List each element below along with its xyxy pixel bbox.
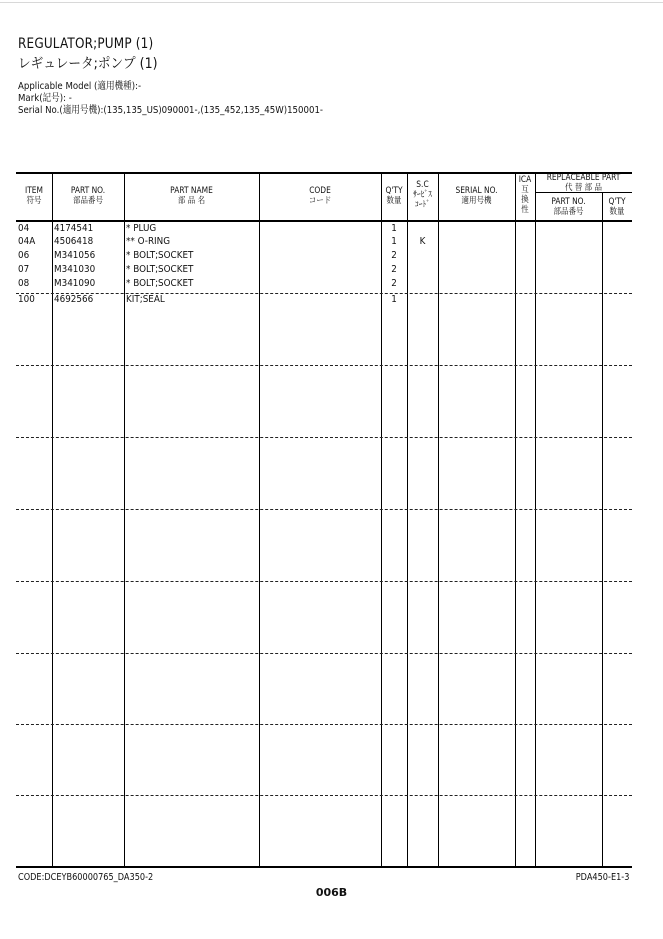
part-name-cell: KIT;SEAL xyxy=(126,294,165,305)
qty-cell: 1 xyxy=(391,223,397,234)
header-qty: Q'TY 数量 xyxy=(385,186,403,206)
page-number: 006B xyxy=(315,886,348,899)
header-serial-no: SERIAL NO. 適用号機 xyxy=(455,186,498,206)
header-part-name: PART NAME 部 品 名 xyxy=(170,186,213,206)
part-name-cell: * BOLT;SOCKET xyxy=(126,250,194,261)
qty-cell: 2 xyxy=(391,264,397,275)
part-no-cell: M341056 xyxy=(54,250,96,261)
header-service-code: S.C ｻｰﾋﾞｽ ｺｰﾄﾞ xyxy=(413,180,432,210)
qty-cell: 2 xyxy=(391,250,397,261)
part-no-cell: 4506418 xyxy=(54,236,94,247)
mark-field: Mark(記号): - xyxy=(18,93,72,104)
qty-cell: 1 xyxy=(391,294,397,305)
group-separator xyxy=(16,509,632,510)
applicable-model: Applicable Model (適用機種):- xyxy=(18,81,142,92)
part-no-cell: 4174541 xyxy=(54,223,94,234)
page-title: REGULATOR;PUMP (1) xyxy=(18,36,154,52)
part-no-cell: 4692566 xyxy=(54,294,94,305)
col-rule-item xyxy=(52,172,53,868)
table-row xyxy=(16,278,632,290)
col-rule-serial xyxy=(515,172,516,868)
top-border xyxy=(0,2,663,3)
parts-table xyxy=(16,172,632,868)
table-row xyxy=(16,223,632,235)
table-top-rule xyxy=(16,172,632,174)
header-rep-part-no: PART NO. 部品番号 xyxy=(551,197,586,217)
col-rule-qty xyxy=(407,172,408,868)
item-cell: 04A xyxy=(18,236,36,247)
page-title-japanese: レギュレータ;ポンプ (1) xyxy=(18,56,158,72)
group-separator xyxy=(16,653,632,654)
part-name-cell: ** O-RING xyxy=(126,236,171,247)
footer-code: CODE:DCEYB60000765_DA350-2 xyxy=(18,872,154,883)
qty-cell: 1 xyxy=(391,236,397,247)
col-rule-code xyxy=(381,172,382,868)
header-rep-qty: Q'TY 数量 xyxy=(608,197,626,217)
serial-number-range: Serial No.(適用号機):(135,135_US)090001-,(135_452,135_45W)150001- xyxy=(18,105,324,116)
part-name-cell: * BOLT;SOCKET xyxy=(126,264,194,275)
header-item: ITEM 符号 xyxy=(25,186,43,206)
col-rule-sc xyxy=(438,172,439,868)
table-row xyxy=(16,264,632,276)
part-name-cell: * BOLT;SOCKET xyxy=(126,278,194,289)
item-cell: 07 xyxy=(18,264,30,275)
sc-cell: K xyxy=(419,236,426,247)
part-no-cell: M341030 xyxy=(54,264,96,275)
header-part-no: PART NO. 部品番号 xyxy=(70,186,106,206)
group-separator xyxy=(16,724,632,725)
group-separator xyxy=(16,365,632,366)
header-code: CODE コード xyxy=(308,186,332,206)
table-row xyxy=(16,250,632,262)
header-ica: ICA 互 換 性 xyxy=(518,175,532,215)
item-cell: 04 xyxy=(18,223,30,234)
footer-doc-ref: PDA450-E1-3 xyxy=(575,872,629,883)
group-separator xyxy=(16,581,632,582)
qty-cell: 2 xyxy=(391,278,397,289)
header-replaceable-part: REPLACEABLE PART 代 替 部 品 xyxy=(546,173,621,193)
part-no-cell: M341090 xyxy=(54,278,96,289)
table-bottom-rule xyxy=(16,866,632,868)
group-separator xyxy=(16,437,632,438)
part-name-cell: * PLUG xyxy=(126,223,157,234)
item-cell: 06 xyxy=(18,250,30,261)
table-header-rule xyxy=(16,220,632,222)
group-separator xyxy=(16,795,632,796)
table-row xyxy=(16,236,632,248)
col-rule-partname xyxy=(259,172,260,868)
col-rule-partno xyxy=(124,172,125,868)
col-rule-ica xyxy=(535,172,536,868)
table-row xyxy=(16,294,632,306)
item-cell: 08 xyxy=(18,278,30,289)
item-cell: 100 xyxy=(18,294,35,305)
